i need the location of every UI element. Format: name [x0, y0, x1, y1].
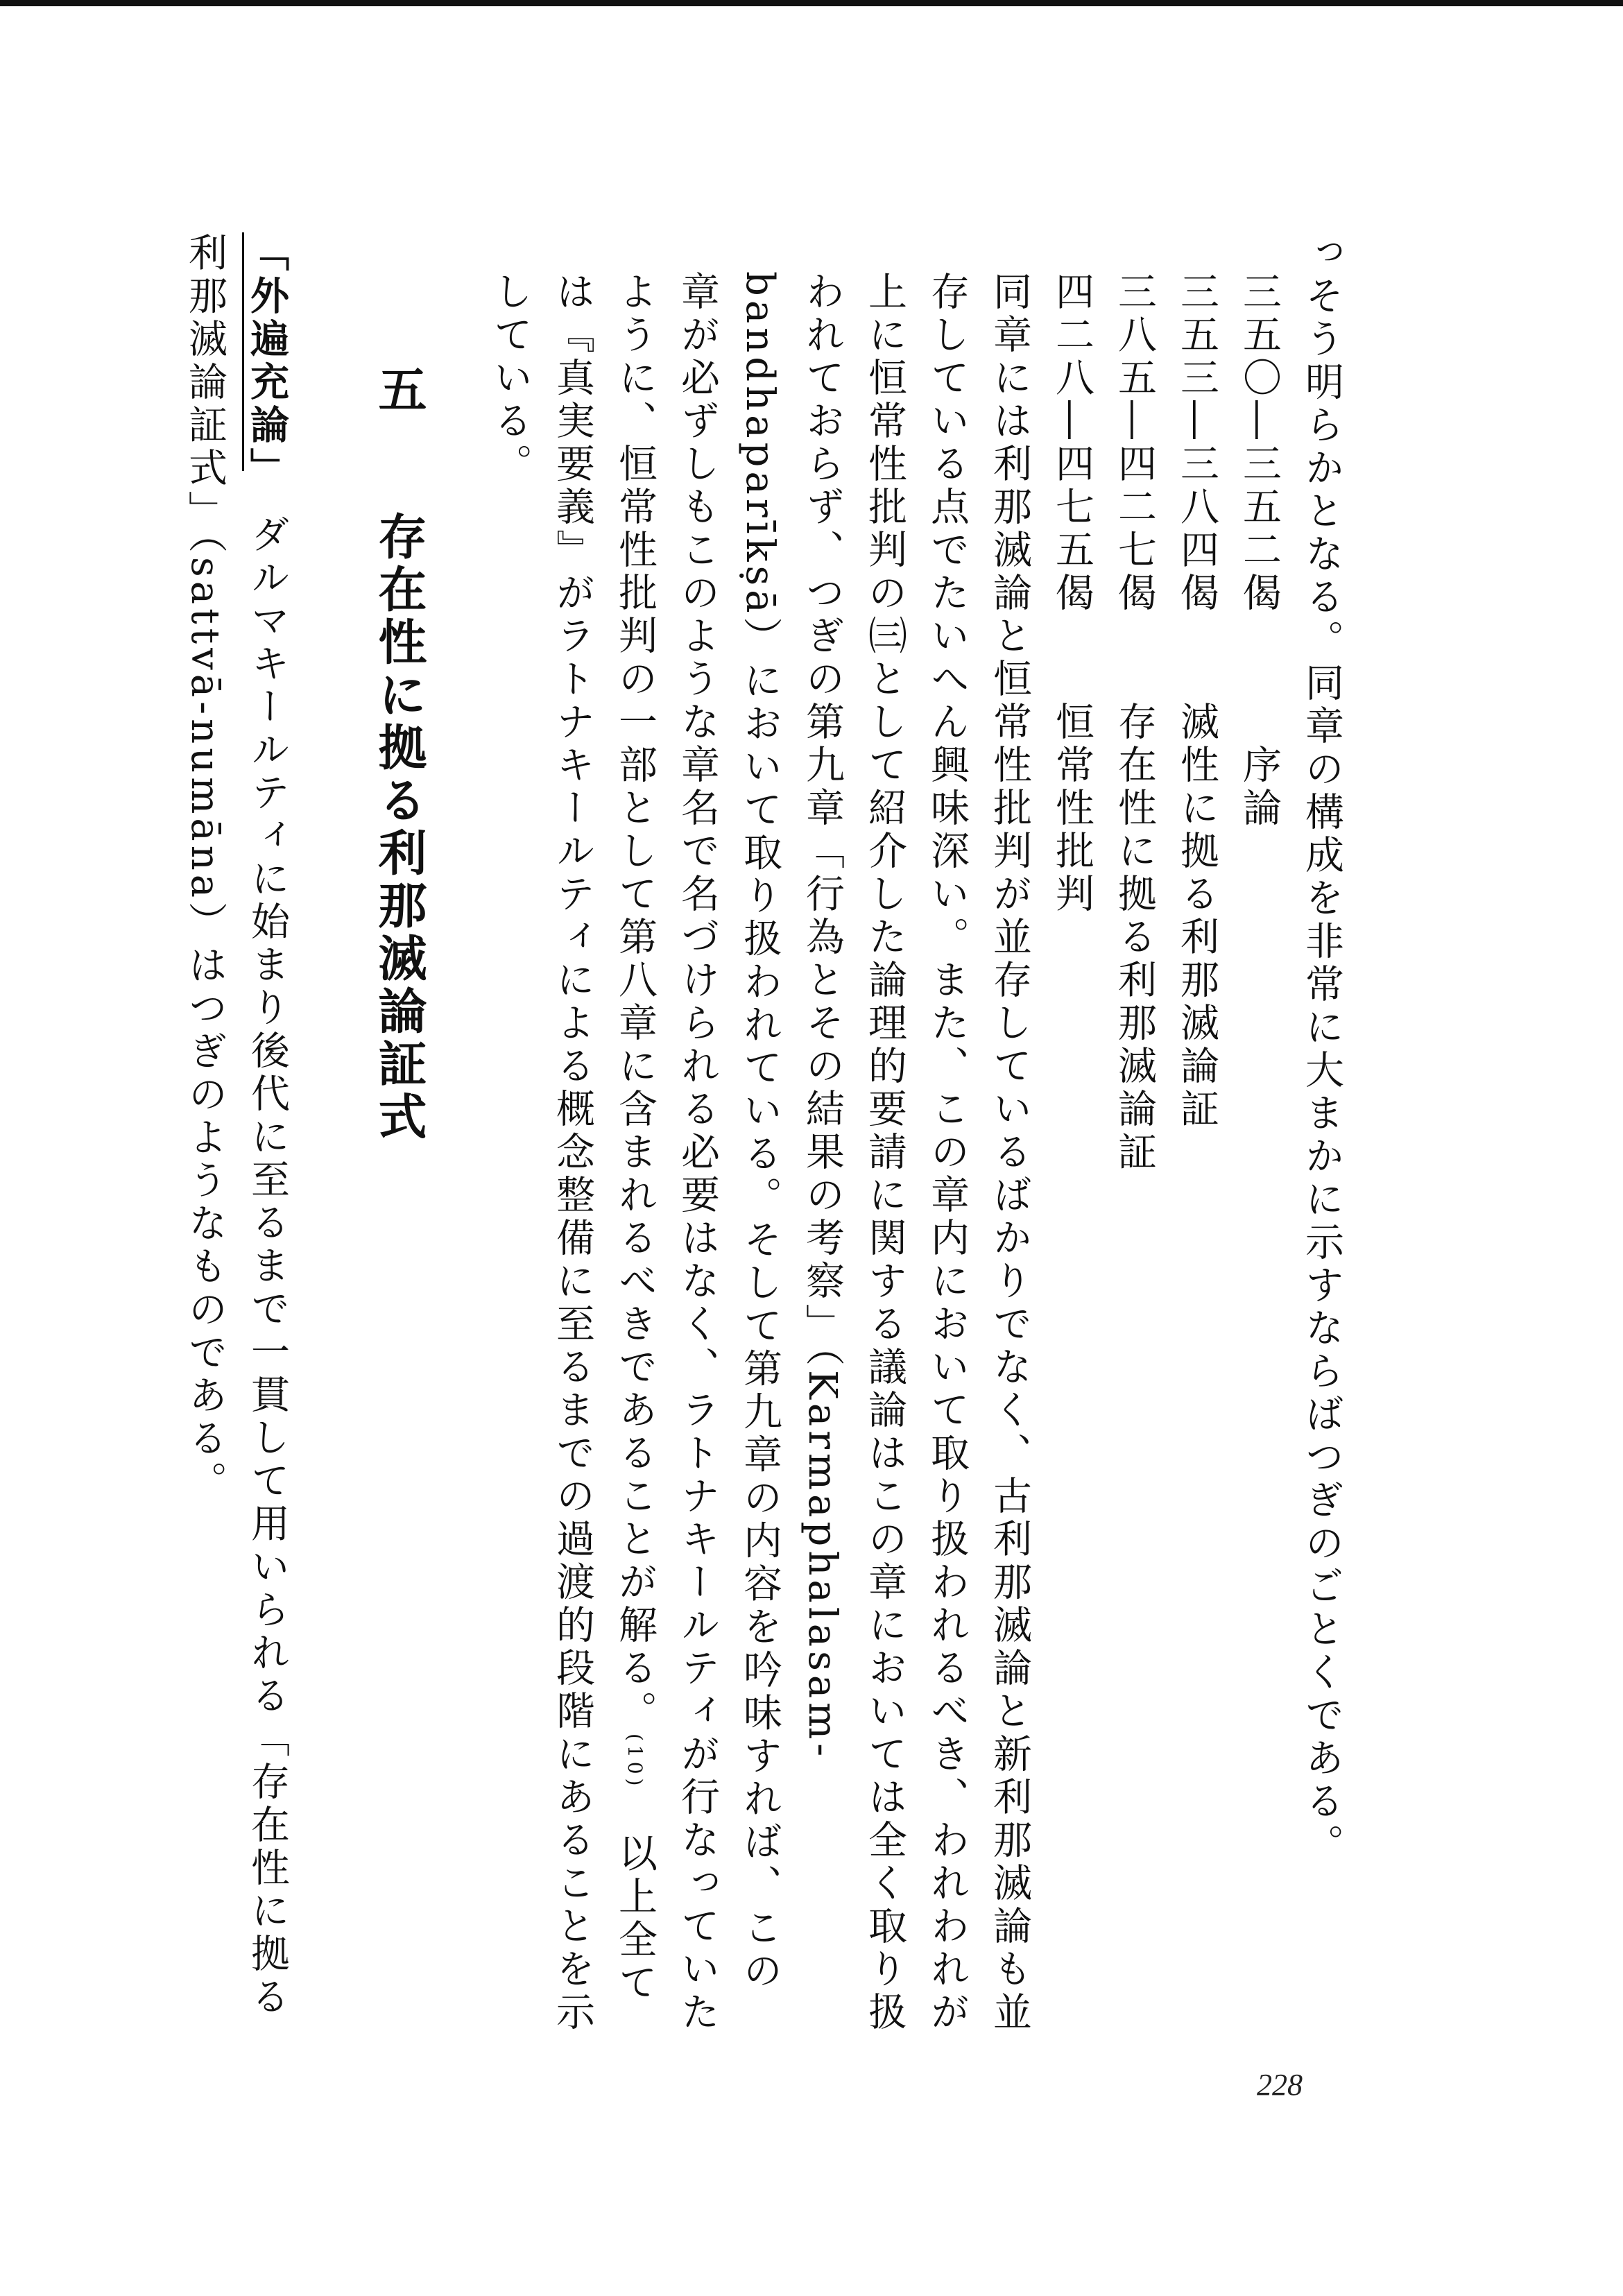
- section-heading: [361, 232, 437, 2036]
- paragraph-text: ダルマキールティに始まり後代に至るまで一貫して用いられる「存在性に拠る利那滅論証式」（sattvā-numāna）はつぎのようなものである。: [182, 232, 290, 2019]
- verse-range: 四二八―四七五偈: [1049, 271, 1094, 615]
- section-name: 滅性に拠る利那滅論証: [1174, 701, 1219, 1131]
- top-border-rule: [0, 0, 1623, 6]
- table-row: [1040, 232, 1103, 2036]
- table-row: [1165, 232, 1228, 2036]
- table-row: [1228, 232, 1290, 2036]
- paragraph-body: [479, 232, 1040, 2036]
- section-title: 存在性に拠る利那滅論証式: [370, 511, 428, 1144]
- vertical-body-text: [182, 232, 1352, 2036]
- paragraph-body: [173, 232, 298, 2036]
- intro-line: っそう明らかとなる。同章の構成を非常に大まかに示すならばつぎのごとくである。: [1299, 232, 1344, 1867]
- verse-range: 三五〇―三五二偈: [1237, 271, 1282, 615]
- verse-range: 三五三―三八四偈: [1174, 271, 1219, 615]
- footnote-marker: (10): [624, 1733, 646, 1790]
- section-number: 五: [370, 364, 428, 417]
- section-name: 存在性に拠る利那滅論証: [1112, 701, 1157, 1174]
- section-name: 恒常性批判: [1049, 701, 1094, 916]
- paragraph-tail: 以上全ては『真実要義』がラトナキールティによる概念整備に至るまでの過渡的段階にあることを示している。: [488, 271, 658, 2034]
- chapter-structure-table: [1040, 232, 1290, 2036]
- paragraph-text: 同章には利那滅論と恒常性批判が並存しているばかりでなく、古利那滅論と新利那滅論も並存している点でたいへん興味深い。また、この章内において取り扱われるべき、われわれが上に恒常性批判の㈢として紹介した論理的要請に関する議論はこの章においては全く取り扱われておらず、つぎの第九章「行為とその結果の考察」（Karmaphalasam-bandhaparīkṣā）において取り扱われている。そして第九章の内容を吟味すれば、この章が必ずしもこのような章名で名づけられる必要はなく、ラトナキールティが行なっていたように、恒常性批判の一部として第八章に含まれるべきであることが解る。: [612, 271, 1032, 2034]
- table-row: [1103, 232, 1165, 2036]
- verse-range: 三八五―四二七偈: [1112, 271, 1157, 615]
- section-name: 序論: [1237, 744, 1282, 830]
- highlighted-term: 「外遍充論」: [242, 232, 290, 471]
- page-number: 228: [1257, 2068, 1303, 2102]
